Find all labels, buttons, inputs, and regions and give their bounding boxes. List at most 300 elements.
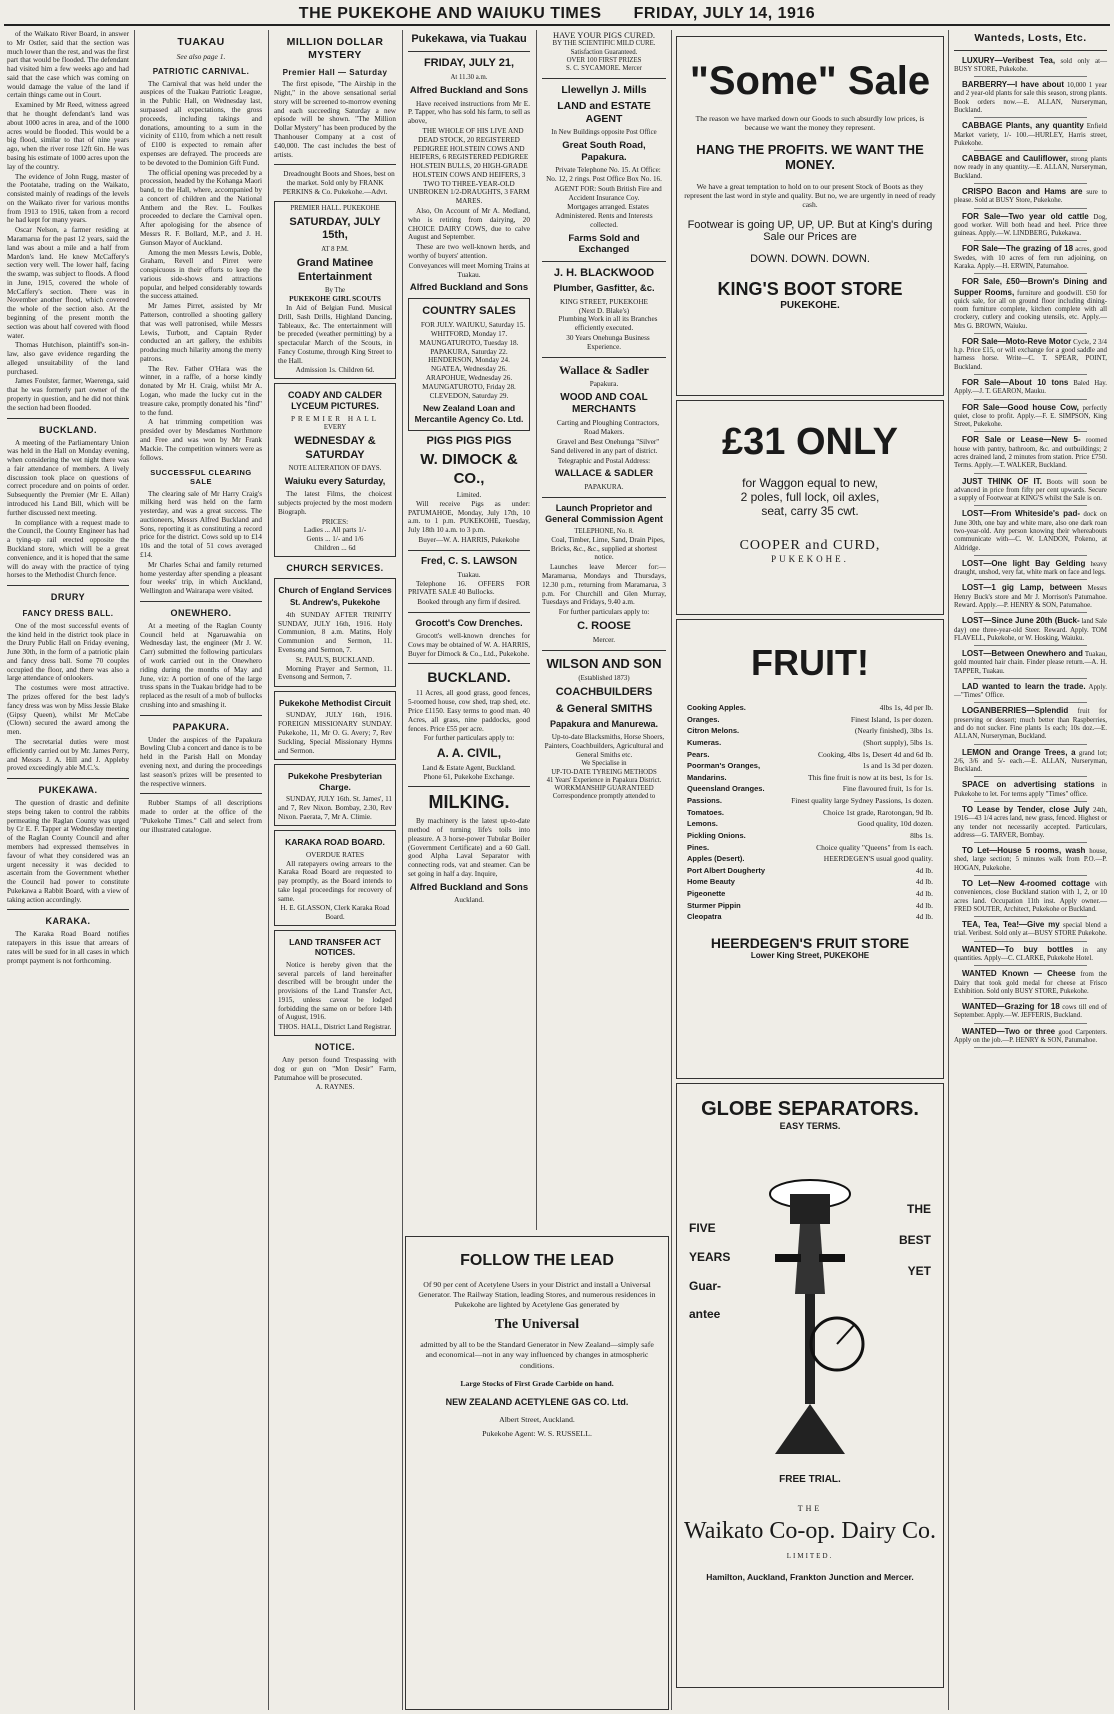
fruit-price: 4d lb.: [915, 877, 933, 887]
classified-text: perfectly quiet, close to profit. Apply.—F. E. SIMPSON, King Street, Pukekohe.: [954, 404, 1107, 429]
ad-line: St. Andrew's, Pukekohe: [289, 598, 381, 608]
article-paragraph: of the Waikato River Board, in answer to Mr Ostler, said that the section was much lower than the rest, and was the first part that would be flooded. The defendant had visited him a few weeks ago and had said that the case which was coming on would damage the value of the land if certain things came out in Court.: [7, 30, 129, 100]
sub-heading: PATRIOTIC CARNIVAL.: [152, 66, 250, 76]
classified-text: house, shed, large section; 5 minutes walk from P.O.—P. HOGAN, Pukekohe.: [954, 848, 1107, 872]
ad-title: Grocott's Cow Drenches.: [415, 618, 523, 629]
ad-line: PUKEKOHE.: [771, 554, 849, 564]
ad-text: Morning Prayer and Sermon, 11. Evensong and Sermon, 7.: [278, 664, 392, 682]
fruit-name: Mandarins.: [687, 772, 727, 782]
ad-line: BY THE SCIENTIFIC MILD CURE.: [552, 40, 656, 48]
article-paragraph: Under the auspices of the Papakura Bowling Club a concert and dance is to be held in the Parish Hall on Monday evening next, and during the proceedings last season's prizes will be presented to the respective winners.: [140, 735, 262, 788]
ad-title: HEERDEGEN'S FRUIT STORE: [710, 934, 910, 951]
classified-item: [954, 154, 1107, 181]
ad-line: PUKEKOHE.: [780, 300, 840, 311]
ad-text: Coal, Timber, Lime, Sand, Drain Pipes, Bricks, &c., &c., supplied at shortest notice.: [550, 535, 665, 562]
classified-lead: WANTED—Grazing for 18: [962, 1002, 1060, 1012]
ad-text: All ratepayers owing arrears to the Karaka Road Board are requested to pay promptly, as the Board intends to take legal proceedings for recovery of same.: [278, 859, 392, 903]
fruit-item: [687, 818, 933, 830]
ad-line: Children ... 6d: [314, 543, 356, 552]
column-3: [271, 30, 399, 1710]
column-5: [539, 30, 669, 1225]
ad-line: PAPAKURA.: [584, 482, 624, 491]
church-box: [274, 578, 396, 687]
article-paragraph: Thomas Hutchison, plaintiff's son-in-law, also gave evidence regarding the alleged unsuitability of the land purchased.: [7, 341, 129, 376]
divider: [408, 786, 530, 787]
ad-line: FREE TRIAL.: [779, 1474, 841, 1485]
ad-line: Satisfaction Guaranteed.: [570, 48, 638, 56]
ad-title: The Universal: [494, 1317, 580, 1333]
classified-lead: FOR Sale—About 10 tons: [962, 378, 1069, 388]
ad-box-matinee: [274, 201, 396, 380]
ad-line: FIVE: [689, 1221, 716, 1235]
fruit-item: [687, 760, 933, 772]
ad-line: St. PAUL'S, BUCKLAND.: [295, 655, 375, 664]
ad-line: 41 Years' Experience in Papakura District.: [546, 776, 662, 784]
masthead: [4, 4, 1110, 26]
classified-text: in any quantities. Apply—C. CLARKE, Pukekohe Hotel.: [954, 946, 1107, 962]
fruit-price: Good quality, 10d dozen.: [857, 819, 933, 829]
classified-text: sure to please. Sold at BUSY Store, Pukekohe.: [954, 188, 1107, 205]
ad-title: Great South Road, Papakura.: [562, 140, 646, 163]
ad-text: Dreadnought Boots and Shoes, best on the market. Sold only by FRANK PERKINS & Co. Pukekohe.—Advt.: [282, 170, 395, 196]
ad-text: Any person found Trespassing with dog or gun on "Mon Desir" Farm, Patumahoe will be prosecuted.: [274, 1055, 396, 1082]
ad-title: COADY AND CALDER LYCEUM PICTURES.: [287, 390, 382, 412]
column-rule: [671, 30, 672, 1710]
classified-item: [954, 682, 1107, 701]
country-sales-box: [408, 298, 530, 431]
column-4: [405, 30, 533, 1225]
fruit-price: Choice quality "Queens" from 1s each.: [816, 842, 933, 852]
ad-text: Telephone 16. OFFERS FOR PRIVATE SALE 40 Bullocks.: [408, 579, 530, 597]
ad-line: seat, carry 35 cwt.: [761, 504, 859, 518]
acetylene-ad: [405, 1236, 669, 1710]
ad-text: 30 Years Onehunga Business Experience.: [566, 334, 650, 351]
ad-line: Mercer.: [592, 636, 616, 645]
ad-line: Gents ... 1/- and 1/6: [306, 535, 364, 544]
ad-text: We have a great temptation to hold on to our present Stock of Boots as they represent the last word in style and quality. But no, we are urgently in need of ready cash.: [684, 182, 936, 209]
classified-item: [954, 559, 1107, 578]
column-rule: [536, 30, 537, 1230]
ad-title: C. ROOSE: [577, 619, 631, 632]
divider: [974, 579, 1087, 580]
classified-lead: CABBAGE and Cauliflower,: [962, 154, 1068, 164]
article-paragraph: The Rev. Father O'Hara was the winner, in a raffle, of a horse kindly donated by Mr H. Craig, whilst Mr A. Logan, who made the lucky cut in the treasure cake, promptly donated his "find" to the fund.: [140, 364, 262, 417]
divider: [140, 793, 262, 794]
ad-line: AT 8 P.M.: [321, 245, 349, 253]
fruit-name: Passions.: [687, 796, 723, 805]
fruit-item: [687, 842, 933, 854]
divider: [974, 1047, 1087, 1048]
ad-text: SUNDAY, JULY 16th, 1916. FOREIGN MISSIONARY SUNDAY. Pukekohe, 11, Mr O. G. Avery; 7, Rev Suckling, Special Missionary Hymns and Sermon.: [278, 711, 392, 755]
ad-text: Plumbing Work in all its Branches efficiently executed.: [558, 315, 658, 333]
ad-line: At 11.30 a.m.: [450, 73, 488, 81]
ad-line: Large Stocks of First Grade Carbide on hand.: [460, 1378, 614, 1388]
divider: [542, 650, 666, 651]
ad-title: Fred, C. S. LAWSON: [420, 555, 518, 567]
fruit-ad: [676, 619, 944, 1079]
sub-heading: SUCCESSFUL CLEARING SALE: [150, 468, 252, 487]
fruit-name: Kumeras.: [687, 737, 722, 747]
classified-lead: TO Let—House 5 rooms, wash: [962, 846, 1086, 856]
divider: [974, 273, 1087, 274]
ad-text: 11 Acres, all good grass, good fences, 5-roomed house, cow shed, trap shed, etc. Price £1150. Easy terms to good man. 40 Acres, all grass, nine paddocks, good fences. Price £55 per acre.: [408, 689, 530, 733]
fruit-name: Queensland Oranges.: [687, 784, 765, 794]
ad-title: Pukekawa, via Tuakau: [411, 33, 527, 45]
ad-title: GLOBE SEPARATORS.: [701, 1098, 919, 1120]
ad-line: THE: [907, 1202, 931, 1216]
fruit-price: 4d lb.: [915, 889, 933, 898]
ad-line: For further particulars apply to:: [558, 608, 650, 617]
article-paragraph: Oscar Nelson, a farmer residing at Maramarua for the past 12 years, said the land was about a mile and a half from Mardon's land. He knew McCaffery's section very well. The lower half, facing the swamp, was subject to floods. A flood in June, 1915, covered the whole of McCaffery's section. There was in November another flood, which covered the whole of the section also. At the beginning of the present month the section was about half covered with flood water.: [7, 226, 129, 340]
divider: [542, 497, 666, 498]
waggon-ad: [676, 400, 944, 615]
divider: [974, 183, 1087, 184]
ad-text: FOR JULY. WAIUKU, Saturday 15. WHITFORD, Monday 17. MAUNGATUROTO, Tuesday 18. PAPAKURA, Saturday 22. HENDERSON, Monday 24. NGATEA, Wednesday 26. ARAPOHUE, Wednesday 26. MAUNGATUROTO, Friday 28. CLEVEDON, Saturday 29.: [419, 321, 526, 400]
ad-line: Tuakau.: [457, 570, 481, 579]
classified-item: [954, 748, 1107, 775]
ad-line: EASY TERMS.: [779, 1121, 841, 1131]
fruit-name: Port Albert Dougherty: [687, 865, 766, 875]
ad-line: PREMIER HALL. PUKEKOHE: [290, 204, 380, 212]
classified-text: good Carpenters. Apply on the job.—P. HENRY & SON, Patumahoe.: [954, 1028, 1107, 1044]
divider: [542, 357, 666, 358]
article-paragraph: The clearing sale of Mr Harry Craig's milking herd was held on the farm yesterday, and was a great success. The auctioneers, Messrs Alfred Buckland and Sons, reporting it as constituting a record price for the district. Cows sold up to £14 10s and the total of 51 cows averaged £14.: [140, 489, 262, 560]
ad-line: We Specialise in: [581, 760, 627, 768]
fruit-price: 4lbs 1s, 4d per lb.: [879, 703, 933, 712]
divider: [974, 399, 1087, 400]
section-heading: TUAKAU: [177, 36, 225, 48]
classified-lead: WANTED—To buy bottles: [962, 944, 1074, 954]
some-sale-ad: [676, 36, 944, 396]
classified-text: in Pukekohe to let. For terms apply "Times" office.: [954, 782, 1107, 798]
fruit-name: Pigeonette: [687, 889, 726, 898]
ad-text: Private Telephone No. 15. At Office: No. 12, 2 rings. Post Office Box No. 16.: [546, 166, 662, 184]
classified-lead: FOR Sale—Two year old cattle: [962, 211, 1089, 221]
ad-title: COACHBUILDERS: [555, 686, 653, 699]
ad-title: Pukekohe Presbyterian Charge.: [287, 771, 382, 792]
ad-title: W. DIMOCK & CO.,: [420, 451, 518, 487]
masthead-title: THE PUKEKOHE AND WAIUKU TIMES: [298, 5, 602, 22]
section-heading: BUCKLAND.: [39, 424, 97, 435]
classified-text: from the Dairy that took gold medal for cheese at Frisco Exhibition. Sold only BUSY STORE, Pukekohe.: [954, 971, 1107, 995]
divider: [974, 842, 1087, 843]
divider: [542, 261, 666, 262]
divider: [974, 744, 1087, 745]
divider: [274, 164, 396, 165]
ad-line: OVER 100 FIRST PRIZES: [566, 56, 642, 64]
ad-line: (Next D. Blake's): [578, 306, 630, 315]
column-rule: [268, 30, 269, 1710]
classified-item: [954, 945, 1107, 964]
classified-item: [954, 649, 1107, 676]
fruit-name: Pears.: [687, 749, 710, 759]
ad-title: WOOD AND COAL MERCHANTS: [560, 392, 648, 416]
classified-lead: WANTED—Two or three: [962, 1026, 1056, 1036]
divider: [408, 663, 530, 664]
ad-line: THOS. HALL, District Land Registrar.: [278, 1023, 392, 1032]
fruit-name: Oranges.: [687, 714, 720, 724]
fruit-item: [687, 830, 933, 842]
fruit-price: Cooking, 4lbs 1s, Desert 4d and 6d lb.: [818, 749, 933, 759]
ad-line: Buyer—W. A. HARRIS, Pukekohe: [418, 535, 520, 544]
classified-lead: SPACE on advertising stations: [962, 780, 1095, 790]
divider: [974, 702, 1087, 703]
classified-text: dock on June 30th, one bay and white mare, also one dark roan two-year-old. Any person knowing their whereabouts communicate with—C. W. LANDON, Pokeno, at Aldridge.: [954, 511, 1107, 552]
classified-lead: FOR Sale or Lease—New 5-: [962, 435, 1081, 445]
fruit-item: [687, 911, 933, 923]
divider: [542, 78, 666, 79]
ad-title: HANG THE PROFITS. WE WANT THE MONEY.: [696, 142, 924, 172]
ad-line: PREMIER HALL: [290, 415, 380, 424]
ad-line: Papakura.: [589, 380, 619, 389]
fruit-price: HEERDEGEN'S usual good quality.: [823, 854, 933, 864]
classified-item: [954, 805, 1107, 840]
classified-lead: TEA, Tea, Tea!—Give my: [962, 920, 1060, 930]
classified-text: Dog, good worker. Will both head and heel. Price three guineas. Apply.—W. LINDBERG, Pukekawa.: [954, 213, 1107, 238]
ad-line: for Waggon equal to new,: [742, 476, 878, 490]
classified-text: acres, good Swedes, with 10 acres of fern run adjoining, on Karaka. Apply.—H. ERWIN, Patumahoe.: [954, 246, 1107, 270]
fruit-item: [687, 900, 933, 912]
ad-line: YEARS: [689, 1249, 731, 1264]
classified-text: strong plants now ready in any quantity.—E. ALLAN, Nurseryman, Buckland.: [954, 156, 1107, 180]
ad-line: Lower King Street, PUKEKOHE: [750, 950, 870, 960]
section-heading: KARAKA.: [45, 916, 91, 927]
ad-line: TELEPHONE, No. 8.: [574, 527, 634, 535]
ad-line: DOWN. DOWN. DOWN.: [750, 253, 870, 265]
classified-lead: FOR Sale—Good house Cow,: [962, 402, 1079, 412]
classified-lead: BARBERRY—I have about: [962, 80, 1065, 90]
ad-text: By machinery is the latest up-to-date method of turning life's toils into pleasure. A 3 horse-power Tubular Boiler (Government Certificate) and a 60 Gall. good Alpha Laval Separator with connecting rods, vat and steamer. Can be set going in half a day. Inquire,: [408, 817, 530, 878]
fruit-item: [687, 853, 933, 865]
karaka-box: [274, 830, 396, 926]
fruit-price: This fine fruit is now at its best, 1s for 1s.: [808, 772, 933, 782]
ad-title: LAND TRANSFER ACT NOTICES.: [289, 937, 381, 958]
classified-text: with conveniences, close Buckland station with 1, 2, or 10 acres land. Occupation 11th inst. Apply owner.—FRED SOUTER, Architect, Pukekohe or Buckland.: [954, 880, 1107, 913]
ad-line: Ladies ... All parts 1/-: [303, 526, 367, 535]
ad-title: FOLLOW THE LEAD: [460, 1252, 614, 1269]
article-paragraph: One of the most successful events of the kind held in the district took place in the Drury Public Hall on Friday evening, June 30th, in the form of a patriotic plain and fancy dress ball. Some 70 couples occupied the floor, and there was also a large attendance of onlookers.: [7, 621, 129, 683]
classified-lead: LUXURY—Veribest Tea,: [962, 55, 1056, 65]
divider: [974, 998, 1087, 999]
classified-lead: LAD wanted to learn the trade.: [962, 681, 1086, 691]
classified-text: roomed house with pantry, bathroom, &c. and outbuildings; 2 acres drained land, 2 minutes from station. Price £750. Terms. Apply.—T. WALKER, Buckland.: [954, 437, 1107, 470]
classified-lead: TO Lease by Tender, close July: [962, 805, 1090, 814]
divider: [974, 941, 1087, 942]
ad-title: "Some" Sale: [689, 59, 931, 103]
ad-title: J. H. BLACKWOOD: [553, 266, 655, 279]
divider: [974, 208, 1087, 209]
ad-line: THE: [797, 1504, 823, 1513]
fruit-price: (Nearly finished), 3lbs 1s.: [854, 726, 933, 736]
classified-lead: CRISPO Bacon and Hams are: [962, 186, 1083, 196]
classified-lead: FOR Sale—Moto-Reve Motor: [962, 336, 1072, 346]
article-paragraph: At a meeting of the Raglan County Council held at Ngaruawahia on Wednesday last, the engineer (Mr J. W. Carr) submitted the following particulars of work carried out in the Onewhero riding during the months of May and June, viz: A portion of one of the large truss spans in the Tuakau bridge had to be replaced as the result of a mob of bullocks crushing into and smashing it.: [140, 621, 262, 709]
classified-text: grand lot; 2/6, 3/6 and 5/- each.—E. ALLAN, Nurseryman, Buckland.: [954, 749, 1107, 774]
ad-title: NEW ZEALAND ACETYLENE GAS CO. Ltd.: [445, 1396, 629, 1407]
column-1: [4, 30, 132, 1710]
ad-line: antee: [689, 1307, 721, 1322]
fruit-item: [687, 876, 933, 888]
divider: [140, 601, 262, 602]
ad-title: MILKING.: [428, 792, 510, 813]
ad-line: Land & Estate Agent, Buckland.: [422, 763, 516, 772]
classified-lead: TO Let—New 4-roomed cottage: [962, 878, 1090, 888]
fruit-price: 4d lb.: [915, 865, 933, 875]
divider: [974, 374, 1087, 375]
ad-text: The reason we have marked down our Goods to such absurdly low prices, is because we want the money they represent.: [695, 114, 925, 132]
ad-title: Pukekohe Methodist Circuit: [279, 698, 391, 709]
divider: [974, 150, 1087, 151]
classified-text: land Sale day) one three-year-old Steer. Reward. Apply. TOM FLAVELL, Pukekohe, or W. Hosking, Waiuku.: [954, 618, 1108, 642]
fruit-item: [687, 714, 933, 726]
ad-title: Papakura and Manurewa.: [549, 719, 659, 730]
fruit-name: Pickling Onions.: [687, 830, 746, 840]
ad-text: In Aid of Belgian Fund. Musical Drill, Sash Drills, Highland Dancing, Tableaux, &c. The entertainment will be preceded (weather permitting) by a spectacular March of the Scouts, in Fancy Costume, through King Street to the Hall.: [278, 303, 392, 365]
fruit-name: Cooking Apples.: [687, 703, 746, 712]
ad-line: WEDNESDAY & SATURDAY: [294, 435, 376, 461]
article-paragraph: Examined by Mr Reed, witness agreed that he thought defendant's land was about 1000 acres in area, and of the 1000 acres would be flooded. This would be a big flood, similar to that of nine years ago, when the river rose 12ft 6in. He was basing his estimate of 1000 acres upon the lay of the country.: [7, 101, 129, 171]
fruit-item: [687, 749, 933, 761]
divider: [974, 76, 1087, 77]
column-6: [676, 32, 944, 1708]
fruit-item: [687, 888, 933, 900]
ad-line: Guar-: [689, 1278, 722, 1293]
globe-separators-ad: [676, 1083, 944, 1688]
ad-line: For further particulars apply to:: [423, 734, 515, 743]
classified-lead: LOST—1 gig Lamp, between: [962, 583, 1082, 593]
ad-title: Wallace & Sadler: [559, 362, 649, 377]
classified-text: furniture and goodwill. £50 for quick sale, for all on ground floor including dining-room furniture complete, kitchen complete with all crockery, cutlery and cooking utensils, etc. Apply.—Mrs G. BROWN, Waiuku.: [954, 289, 1107, 330]
fruit-item: [687, 783, 933, 795]
ad-line: Phone 61, Pukekohe Exchange.: [423, 772, 515, 781]
ad-title: Alfred Buckland and Sons: [409, 85, 529, 97]
article-paragraph: The Karaka Road Board notifies ratepayers in this issue that arrears of rates will be sued for in all cases in which prompt payment is not forthcoming.: [7, 930, 129, 965]
ad-line: OVERDUE RATES: [305, 850, 365, 859]
classified-item: [954, 403, 1107, 430]
fruit-list: [687, 702, 933, 923]
ad-text: THE WHOLE OF HIS LIVE AND DEAD STOCK, 20 REGISTERED PEDIGREE HOLSTEIN COWS AND HEIFERS, 6 REGISTERED PEDIGREE HOLSTEIN BULLS, 20 HIGH-GRADE HOLSTEIN COWS AND HEIFERS, 3 TWO TO THREE-YEAR-OLD UNBROKEN 1/2-DRAUGHTS, 3 FARM MARES.: [408, 127, 530, 206]
classified-text: sold only at—BUSY STORE, Pukekohe.: [954, 57, 1107, 73]
ad-title: Farms Sold and Exchanged: [568, 232, 640, 256]
article-paragraph: Among the men Messrs Lewis, Doble, Graham, Revell and Pirret were conspicuous in their efforts to keep the various side-shows and attractions popular, and helped considerably towards the success attained.: [140, 248, 262, 301]
ad-text: Have received instructions from Mr E. P. Tapper, who has sold his farm, to sell as above,: [408, 99, 530, 126]
ad-title: Waikato Co-op. Dairy Co.: [683, 1518, 937, 1544]
divider: [974, 612, 1087, 613]
fruit-price: (Short supply), 5lbs 1s.: [863, 737, 933, 747]
fruit-item: [687, 702, 933, 714]
ad-line: 2 poles, full lock, oil axles,: [740, 490, 880, 504]
see-also: See also page 1.: [176, 51, 226, 61]
article-paragraph: The Carnival that was held under the auspices of the Tuakau Patriotic League, in the Public Hall, on Wednesday last, surpassed all expectations, the gross proceeds, including takings and donations, amounting to a sum in the vicinity of £110, from which a nett result of £100 is expected to remain after expenses are defrayed. The proceeds are to be devoted to the Dominion Gift Fund.: [140, 79, 262, 167]
ad-subheading: Premier Hall — Saturday: [282, 67, 388, 77]
column-rule: [948, 30, 949, 1710]
divider: [408, 550, 530, 551]
article-paragraph: Mr Charles Schai and family returned home yesterday after spending a pleasant four weeks' trip, in which Auckland, Wellington and Wairarapa were visited.: [140, 560, 262, 596]
divider: [954, 50, 1107, 51]
divider: [974, 776, 1087, 777]
classified-text: Baled Hay. Apply.—J. T. GEARON, Mauku.: [954, 380, 1107, 396]
ad-text: admitted by all to be the Standard Generator in New Zealand—simply safe and economical—not in any way influenced by changes in atmospheric conditions.: [420, 1340, 654, 1370]
classified-lead: LOGANBERRIES—Splendid: [962, 706, 1069, 716]
fruit-price: 1s and 1s 3d per dozen.: [862, 761, 933, 771]
ad-line: Footwear is going UP, UP, UP. But at King's during Sale our Prices are: [687, 219, 933, 243]
ad-title: Launch Proprietor and General Commission Agent: [545, 502, 663, 524]
ad-line: (Established 1873): [578, 674, 630, 682]
classified-item: [954, 435, 1107, 470]
article-paragraph: The evidence of John Rugg, master of the Pootatahe, trading on the Waikato, consisted mainly of readings of the levels on the Waikato river for various months from 1913 to 1916, taken from a record he had kept for many years.: [7, 172, 129, 225]
fruit-name: Lemons.: [687, 819, 718, 829]
divider: [974, 555, 1087, 556]
divider: [974, 431, 1087, 432]
article-paragraph: A meeting of the Parliamentary Union was held in the Hall on Monday evening, when considering the wet night there was a fair attendance of members. A lively discussion took place on questions of correct procedure and on points of order. Subsequently the Premier (Mr E. Allan) introduced his Land Bill, which will be further discussed next meeting.: [7, 438, 129, 517]
fruit-name: Apples (Desert).: [687, 854, 745, 864]
divider: [140, 715, 262, 716]
ad-title: COUNTRY SALES: [422, 304, 516, 317]
fruit-price: Choice 1st grade, Rarotongan, 9d lb.: [823, 807, 933, 817]
ad-title: Llewellyn J. Mills: [561, 84, 647, 97]
ad-title: Grand Matinee Entertainment: [296, 257, 374, 283]
ad-line: WALLACE & SADLER: [554, 468, 654, 480]
fruit-price: 4d lb.: [915, 912, 933, 922]
ad-title: FRUIT!: [751, 642, 869, 683]
ad-line: Plumber, Gasfitter, &c.: [553, 283, 655, 295]
divider: [974, 1023, 1087, 1024]
classified-text: Apply.—"Times" Office.: [954, 683, 1107, 700]
ad-title: FRIDAY, JULY 21,: [423, 57, 515, 70]
ad-text: Grocott's well-known drenches for Cows may be obtained of W. A. HARRIS, Buyer for Dimock & Co., Ltd., Pukekohe.: [408, 632, 530, 658]
classified-lead: LOST—Since June 20th (Buck-: [962, 616, 1080, 626]
divider: [974, 117, 1087, 118]
ad-text: Of 90 per cent of Acetylene Users in your District and install a Universal Generator. The Railway Station, leading Stores, and numerous residences in Pukekohe are lighted by Acetylene Gas generated by: [418, 1279, 656, 1310]
column-2: [137, 30, 265, 1710]
column-7-classifieds: [951, 30, 1110, 1710]
ad-title: NOTICE.: [314, 1041, 355, 1052]
classified-lead: LOST—One light Bay Gelding: [962, 558, 1086, 568]
section-heading: CHURCH SERVICES.: [286, 562, 384, 573]
fruit-price: Finest Island, 1s per dozen.: [850, 714, 933, 724]
ad-text: Will receive Pigs as under: PATUMAHOE, Monday, July 17th, 10 a.m. to 1 p.m. PUKEKOHE, Tuesday, July 18th 10 a.m. to 3 p.m.: [408, 499, 530, 535]
fruit-name: Cleopatra: [687, 912, 722, 922]
ad-line: PRICES:: [321, 517, 349, 526]
land-transfer-box: [274, 930, 396, 1036]
section-heading: DRURY: [50, 592, 86, 603]
classified-text: Cycle, 2 3/4 h.p. Price £15, or will exchange for a good saddle and harness horse. Write—C. T. SPEAR, POINT, Buckland.: [954, 338, 1107, 371]
ad-line: Admission 1s. Children 6d.: [295, 366, 375, 375]
divider: [974, 965, 1087, 966]
ad-title: New Zealand Loan and Mercantile Agency Co. Ltd.: [414, 403, 524, 424]
section-heading: PAPAKURA.: [172, 721, 230, 732]
classified-lead: FOR Sale, £50—Brown's Dining and Supper Rooms,: [954, 277, 1107, 297]
ad-title: KING'S BOOT STORE: [717, 279, 903, 299]
classified-item: [954, 187, 1107, 206]
ad-title: A. A. CIVIL,: [436, 746, 502, 761]
ad-title: WILSON AND SON: [546, 656, 662, 672]
ad-line: COOPER and CURD,: [739, 538, 881, 553]
ad-line: Correspondence promptly attended to: [552, 793, 656, 801]
ad-title: Church of England Services: [278, 584, 392, 595]
ad-line: Auckland.: [454, 896, 484, 905]
classified-item: [954, 378, 1107, 397]
section-heading: PUKEKAWA.: [38, 785, 98, 796]
fruit-name: Home Beauty: [687, 877, 735, 887]
ad-text: Gravel and Best Onehunga "Silver" Sand delivered in any part of district.: [550, 437, 660, 455]
ad-text: SUNDAY, JULY 16th. St. James', 11 and 7, Rev Nixon. Bombay, 2.30, Rev Nixon. Paerata, 7, Mr A. Climie.: [278, 795, 392, 821]
methodist-box: [274, 691, 396, 760]
divider: [7, 778, 129, 779]
ad-title: Alfred Buckland and Sons: [409, 282, 529, 294]
classified-lead: LOST—Between Onewhero and: [962, 649, 1083, 659]
classified-text: fruit for preserving or dessert; much better than Raspberries, and do not sucker. Fine plants 1s each; 10s doz.—E. ALLAN, Nurseryman, Buckland.: [954, 708, 1107, 741]
